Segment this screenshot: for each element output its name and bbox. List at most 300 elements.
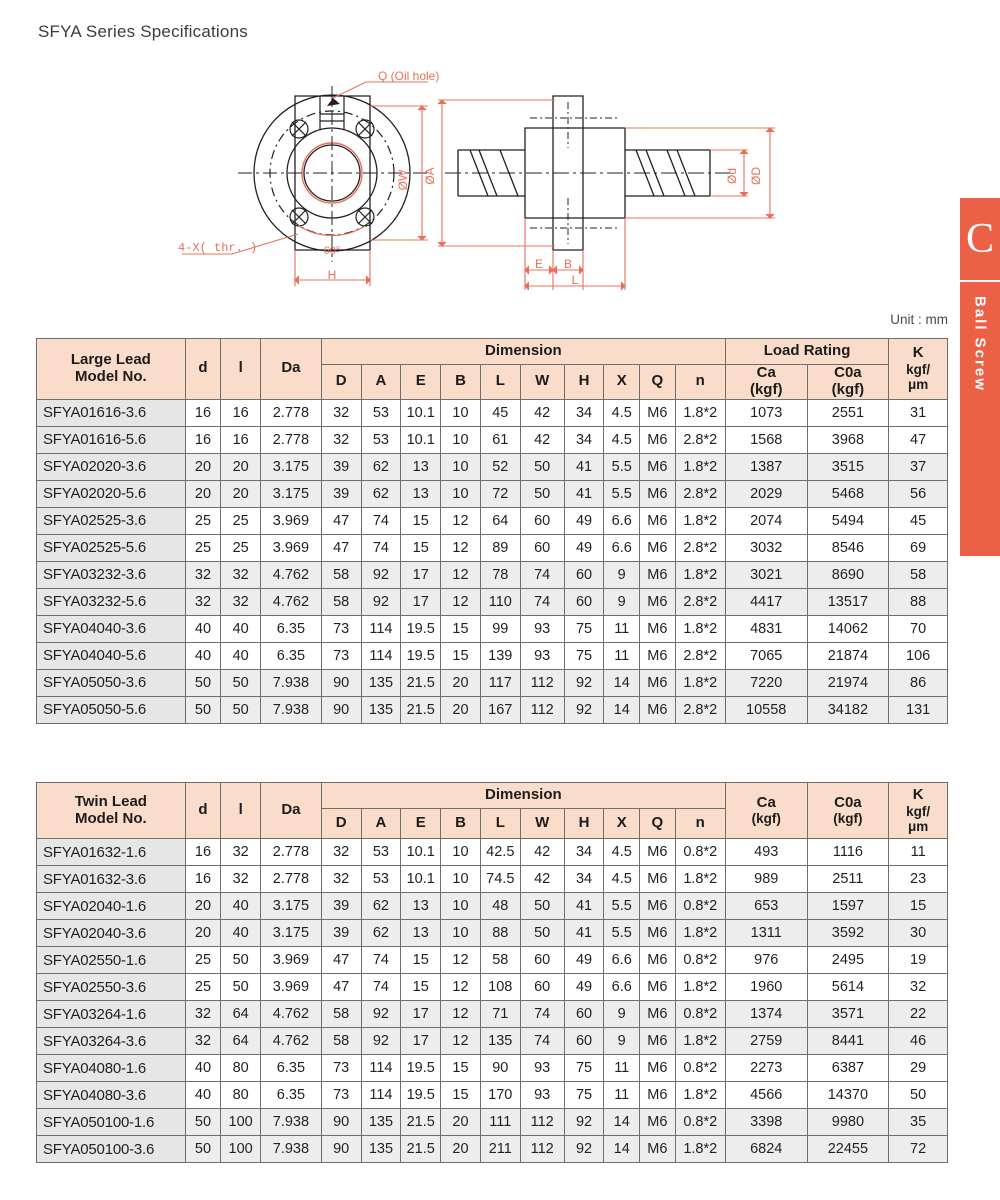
data-cell: 12 bbox=[441, 1001, 481, 1028]
model-cell: SFYA02550-3.6 bbox=[37, 974, 186, 1001]
data-cell: 14 bbox=[604, 669, 640, 696]
data-cell: 9 bbox=[604, 1028, 640, 1055]
data-cell: 47 bbox=[889, 426, 948, 453]
data-cell: 3968 bbox=[807, 426, 889, 453]
header-c0a bbox=[807, 365, 889, 400]
data-cell: 58 bbox=[321, 588, 361, 615]
header-c0a-line2: (kgf) bbox=[833, 811, 863, 827]
data-cell: 25 bbox=[185, 534, 221, 561]
data-cell: 62 bbox=[361, 480, 401, 507]
data-cell: 7220 bbox=[725, 669, 807, 696]
data-cell: 653 bbox=[725, 893, 807, 920]
data-cell: 100 bbox=[221, 1109, 261, 1136]
data-cell: 20 bbox=[441, 1136, 481, 1163]
data-cell: 1.8*2 bbox=[675, 1082, 725, 1109]
header-dim-D: D bbox=[321, 365, 361, 400]
data-cell: 0.8*2 bbox=[675, 839, 725, 866]
table-row bbox=[37, 561, 948, 588]
data-cell: 60 bbox=[520, 534, 564, 561]
data-cell: 50 bbox=[185, 696, 221, 723]
header-dim-L: L bbox=[480, 809, 520, 839]
data-cell: 6.35 bbox=[261, 642, 322, 669]
header-dim-E: E bbox=[401, 365, 441, 400]
table-row bbox=[37, 893, 948, 920]
data-cell: 5.5 bbox=[604, 893, 640, 920]
data-cell: M6 bbox=[640, 866, 676, 893]
data-cell: 53 bbox=[361, 426, 401, 453]
data-cell: 42 bbox=[520, 399, 564, 426]
data-cell: 22 bbox=[889, 1001, 948, 1028]
data-cell: 16 bbox=[221, 426, 261, 453]
data-cell: 4.762 bbox=[261, 1001, 322, 1028]
data-cell: 75 bbox=[564, 1055, 604, 1082]
data-cell: 1.8*2 bbox=[675, 507, 725, 534]
data-cell: 19 bbox=[889, 947, 948, 974]
data-cell: 58 bbox=[889, 561, 948, 588]
table-row bbox=[37, 426, 948, 453]
data-cell: 1.8*2 bbox=[675, 1136, 725, 1163]
data-cell: 40 bbox=[185, 615, 221, 642]
data-cell: 41 bbox=[564, 893, 604, 920]
header-dim-A: A bbox=[361, 809, 401, 839]
data-cell: 72 bbox=[889, 1136, 948, 1163]
data-cell: 21.5 bbox=[401, 696, 441, 723]
data-cell: 111 bbox=[480, 1109, 520, 1136]
data-cell: 74 bbox=[361, 534, 401, 561]
data-cell: 32 bbox=[185, 561, 221, 588]
header-dim-L: L bbox=[480, 365, 520, 400]
model-cell: SFYA04040-3.6 bbox=[37, 615, 186, 642]
data-cell: 15 bbox=[441, 642, 481, 669]
data-cell: 4831 bbox=[725, 615, 807, 642]
data-cell: M6 bbox=[640, 561, 676, 588]
data-cell: 106 bbox=[889, 642, 948, 669]
data-cell: 108 bbox=[480, 974, 520, 1001]
data-cell: M6 bbox=[640, 480, 676, 507]
data-cell: 15 bbox=[441, 1082, 481, 1109]
svg-text:H: H bbox=[327, 268, 337, 282]
header-k-line3: μm bbox=[907, 377, 929, 393]
model-cell: SFYA02550-1.6 bbox=[37, 947, 186, 974]
header-ca-line1: Ca bbox=[756, 793, 776, 811]
data-cell: 70 bbox=[889, 615, 948, 642]
data-cell: 2.8*2 bbox=[675, 534, 725, 561]
data-cell: 1311 bbox=[725, 920, 807, 947]
svg-text:ØD: ØD bbox=[749, 167, 763, 185]
data-cell: 32 bbox=[321, 426, 361, 453]
header-ca-line1: Ca bbox=[756, 364, 776, 381]
data-cell: 39 bbox=[321, 480, 361, 507]
data-cell: 114 bbox=[361, 1082, 401, 1109]
data-cell: 2029 bbox=[725, 480, 807, 507]
header-dim-B: B bbox=[441, 809, 481, 839]
data-cell: 32 bbox=[221, 866, 261, 893]
data-cell: 92 bbox=[564, 669, 604, 696]
data-cell: 60 bbox=[520, 947, 564, 974]
data-cell: 30 bbox=[889, 920, 948, 947]
side-tab-letter: C bbox=[960, 198, 1000, 280]
data-cell: 32 bbox=[321, 839, 361, 866]
data-cell: 14 bbox=[604, 696, 640, 723]
data-cell: 45 bbox=[889, 507, 948, 534]
data-cell: 92 bbox=[361, 1028, 401, 1055]
data-cell: 20 bbox=[221, 480, 261, 507]
model-cell: SFYA05050-3.6 bbox=[37, 669, 186, 696]
data-cell: 73 bbox=[321, 1055, 361, 1082]
data-cell: 93 bbox=[520, 1055, 564, 1082]
data-cell: 4417 bbox=[725, 588, 807, 615]
data-cell: M6 bbox=[640, 507, 676, 534]
table-row bbox=[37, 588, 948, 615]
data-cell: 32 bbox=[321, 866, 361, 893]
data-cell: 73 bbox=[321, 642, 361, 669]
data-cell: 80 bbox=[221, 1082, 261, 1109]
svg-text:E: E bbox=[534, 257, 544, 271]
data-cell: 52 bbox=[480, 453, 520, 480]
data-cell: 1597 bbox=[807, 893, 889, 920]
data-cell: 2.8*2 bbox=[675, 642, 725, 669]
data-cell: 21.5 bbox=[401, 669, 441, 696]
data-cell: 32 bbox=[221, 588, 261, 615]
data-cell: 16 bbox=[185, 426, 221, 453]
data-cell: 20 bbox=[221, 453, 261, 480]
header-k bbox=[889, 339, 948, 400]
data-cell: 25 bbox=[185, 947, 221, 974]
data-cell: 112 bbox=[520, 1136, 564, 1163]
data-cell: 20 bbox=[441, 669, 481, 696]
header-dim-H: H bbox=[564, 365, 604, 400]
data-cell: 5.5 bbox=[604, 453, 640, 480]
data-cell: 40 bbox=[185, 642, 221, 669]
data-cell: 47 bbox=[321, 534, 361, 561]
data-cell: 5494 bbox=[807, 507, 889, 534]
svg-text:Q (Oil hole): Q (Oil hole) bbox=[378, 69, 440, 83]
unit-note: Unit : mm bbox=[890, 312, 948, 327]
data-cell: 110 bbox=[480, 588, 520, 615]
data-cell: 19.5 bbox=[401, 1082, 441, 1109]
data-cell: 39 bbox=[321, 453, 361, 480]
data-cell: 50 bbox=[221, 669, 261, 696]
data-cell: 86 bbox=[889, 669, 948, 696]
data-cell: 10558 bbox=[725, 696, 807, 723]
data-cell: 92 bbox=[361, 588, 401, 615]
data-cell: 32 bbox=[221, 561, 261, 588]
data-cell: 112 bbox=[520, 1109, 564, 1136]
data-cell: 40 bbox=[185, 1082, 221, 1109]
data-cell: 34 bbox=[564, 866, 604, 893]
data-cell: M6 bbox=[640, 534, 676, 561]
data-cell: 20 bbox=[441, 1109, 481, 1136]
data-cell: 15 bbox=[441, 1055, 481, 1082]
data-cell: 1.8*2 bbox=[675, 920, 725, 947]
data-cell: 2.778 bbox=[261, 426, 322, 453]
data-cell: 90 bbox=[480, 1055, 520, 1082]
data-cell: 8441 bbox=[807, 1028, 889, 1055]
data-cell: 10.1 bbox=[401, 426, 441, 453]
header-dim-A: A bbox=[361, 365, 401, 400]
data-cell: 74 bbox=[520, 588, 564, 615]
data-cell: 49 bbox=[564, 534, 604, 561]
data-cell: 989 bbox=[725, 866, 807, 893]
data-cell: 14370 bbox=[807, 1082, 889, 1109]
data-cell: 135 bbox=[361, 669, 401, 696]
data-cell: 42 bbox=[520, 426, 564, 453]
data-cell: 11 bbox=[604, 615, 640, 642]
data-cell: 2551 bbox=[807, 399, 889, 426]
data-cell: 16 bbox=[221, 399, 261, 426]
data-cell: 10 bbox=[441, 920, 481, 947]
data-cell: 53 bbox=[361, 399, 401, 426]
data-cell: 6.35 bbox=[261, 615, 322, 642]
data-cell: M6 bbox=[640, 1082, 676, 1109]
twin-lead-table-body bbox=[37, 839, 948, 1163]
data-cell: 6.35 bbox=[261, 1082, 322, 1109]
data-cell: 34 bbox=[564, 839, 604, 866]
data-cell: 1.8*2 bbox=[675, 974, 725, 1001]
data-cell: 6.6 bbox=[604, 507, 640, 534]
data-cell: 50 bbox=[520, 893, 564, 920]
data-cell: M6 bbox=[640, 588, 676, 615]
data-cell: 15 bbox=[441, 615, 481, 642]
data-cell: M6 bbox=[640, 453, 676, 480]
data-cell: 3.969 bbox=[261, 947, 322, 974]
data-cell: 5.5 bbox=[604, 920, 640, 947]
data-cell: 0.8*2 bbox=[675, 1001, 725, 1028]
data-cell: 47 bbox=[321, 974, 361, 1001]
table-row bbox=[37, 507, 948, 534]
header-load-rating-group: Load Rating bbox=[725, 339, 888, 365]
svg-text:B: B bbox=[563, 257, 573, 271]
header-da: Da bbox=[261, 339, 322, 400]
data-cell: 1960 bbox=[725, 974, 807, 1001]
data-cell: 48 bbox=[480, 893, 520, 920]
data-cell: 32 bbox=[889, 974, 948, 1001]
data-cell: 88 bbox=[480, 920, 520, 947]
data-cell: 17 bbox=[401, 588, 441, 615]
data-cell: 93 bbox=[520, 615, 564, 642]
header-dim-X: X bbox=[604, 365, 640, 400]
data-cell: 25 bbox=[221, 534, 261, 561]
svg-text:60°: 60° bbox=[323, 245, 341, 257]
data-cell: 15 bbox=[401, 974, 441, 1001]
large-lead-table-body bbox=[37, 399, 948, 723]
data-cell: 31 bbox=[889, 399, 948, 426]
data-cell: 17 bbox=[401, 561, 441, 588]
large-lead-table bbox=[36, 338, 948, 724]
data-cell: 32 bbox=[185, 588, 221, 615]
data-cell: 60 bbox=[520, 507, 564, 534]
data-cell: 16 bbox=[185, 839, 221, 866]
data-cell: 14 bbox=[604, 1109, 640, 1136]
data-cell: M6 bbox=[640, 1055, 676, 1082]
header-ca bbox=[725, 365, 807, 400]
data-cell: 60 bbox=[564, 561, 604, 588]
table-row bbox=[37, 920, 948, 947]
data-cell: 21.5 bbox=[401, 1136, 441, 1163]
header-d: d bbox=[185, 783, 221, 839]
data-cell: 32 bbox=[221, 839, 261, 866]
data-cell: 10 bbox=[441, 453, 481, 480]
data-cell: 42 bbox=[520, 866, 564, 893]
data-cell: 1568 bbox=[725, 426, 807, 453]
data-cell: 90 bbox=[321, 669, 361, 696]
header-ca bbox=[725, 783, 807, 839]
data-cell: 69 bbox=[889, 534, 948, 561]
data-cell: 12 bbox=[441, 1028, 481, 1055]
data-cell: 3.969 bbox=[261, 974, 322, 1001]
svg-text:ØA: ØA bbox=[423, 167, 437, 185]
header-k-line2: kgf/ bbox=[906, 362, 931, 378]
data-cell: 100 bbox=[221, 1136, 261, 1163]
data-cell: 19.5 bbox=[401, 1055, 441, 1082]
header-model-line1: Twin Lead bbox=[74, 792, 147, 810]
data-cell: 7.938 bbox=[261, 1136, 322, 1163]
header-k bbox=[889, 783, 948, 839]
data-cell: M6 bbox=[640, 1109, 676, 1136]
data-cell: 1.8*2 bbox=[675, 866, 725, 893]
model-cell: SFYA02040-1.6 bbox=[37, 893, 186, 920]
data-cell: 14062 bbox=[807, 615, 889, 642]
table-row bbox=[37, 1136, 948, 1163]
data-cell: 4.762 bbox=[261, 561, 322, 588]
data-cell: 6824 bbox=[725, 1136, 807, 1163]
header-c0a-line1: C0a bbox=[834, 364, 862, 381]
data-cell: 3021 bbox=[725, 561, 807, 588]
data-cell: 92 bbox=[361, 561, 401, 588]
data-cell: 0.8*2 bbox=[675, 947, 725, 974]
data-cell: 1.8*2 bbox=[675, 399, 725, 426]
header-model-line2: Model No. bbox=[75, 367, 147, 385]
data-cell: 0.8*2 bbox=[675, 1109, 725, 1136]
header-c0a-line1: C0a bbox=[834, 793, 862, 811]
data-cell: 53 bbox=[361, 839, 401, 866]
data-cell: 12 bbox=[441, 588, 481, 615]
data-cell: 9 bbox=[604, 561, 640, 588]
data-cell: 15 bbox=[889, 893, 948, 920]
data-cell: 3.175 bbox=[261, 893, 322, 920]
data-cell: 12 bbox=[441, 974, 481, 1001]
data-cell: 167 bbox=[480, 696, 520, 723]
table-row bbox=[37, 1055, 948, 1082]
model-cell: SFYA02040-3.6 bbox=[37, 920, 186, 947]
twin-lead-table-wrapper bbox=[36, 782, 948, 1163]
header-dim-B: B bbox=[441, 365, 481, 400]
data-cell: 4566 bbox=[725, 1082, 807, 1109]
data-cell: 2495 bbox=[807, 947, 889, 974]
data-cell: 9 bbox=[604, 1001, 640, 1028]
data-cell: 2.778 bbox=[261, 839, 322, 866]
table-row bbox=[37, 480, 948, 507]
data-cell: 49 bbox=[564, 507, 604, 534]
data-cell: 11 bbox=[889, 839, 948, 866]
data-cell: 2273 bbox=[725, 1055, 807, 1082]
data-cell: 6.35 bbox=[261, 1055, 322, 1082]
data-cell: 114 bbox=[361, 1055, 401, 1082]
table-row bbox=[37, 1001, 948, 1028]
data-cell: 3.969 bbox=[261, 507, 322, 534]
table-row bbox=[37, 1109, 948, 1136]
data-cell: 11 bbox=[604, 642, 640, 669]
data-cell: 1.8*2 bbox=[675, 615, 725, 642]
data-cell: 131 bbox=[889, 696, 948, 723]
data-cell: 114 bbox=[361, 642, 401, 669]
data-cell: 74.5 bbox=[480, 866, 520, 893]
data-cell: 21974 bbox=[807, 669, 889, 696]
data-cell: 2074 bbox=[725, 507, 807, 534]
side-tab bbox=[960, 198, 1000, 556]
data-cell: 211 bbox=[480, 1136, 520, 1163]
data-cell: 90 bbox=[321, 696, 361, 723]
model-cell: SFYA03232-3.6 bbox=[37, 561, 186, 588]
data-cell: 74 bbox=[520, 561, 564, 588]
data-cell: 25 bbox=[221, 507, 261, 534]
table-row bbox=[37, 696, 948, 723]
data-cell: M6 bbox=[640, 399, 676, 426]
data-cell: 17 bbox=[401, 1028, 441, 1055]
data-cell: 112 bbox=[520, 669, 564, 696]
data-cell: 0.8*2 bbox=[675, 893, 725, 920]
header-c0a-line2: (kgf) bbox=[831, 380, 865, 398]
data-cell: 3.175 bbox=[261, 480, 322, 507]
data-cell: 40 bbox=[185, 1055, 221, 1082]
twin-lead-table bbox=[36, 782, 948, 1163]
data-cell: 112 bbox=[520, 696, 564, 723]
data-cell: 13517 bbox=[807, 588, 889, 615]
data-cell: 58 bbox=[321, 1028, 361, 1055]
data-cell: 12 bbox=[441, 534, 481, 561]
data-cell: 135 bbox=[361, 696, 401, 723]
data-cell: 73 bbox=[321, 1082, 361, 1109]
header-model bbox=[37, 783, 186, 839]
data-cell: 17 bbox=[401, 1001, 441, 1028]
data-cell: 47 bbox=[321, 947, 361, 974]
data-cell: 92 bbox=[564, 696, 604, 723]
data-cell: 12 bbox=[441, 561, 481, 588]
data-cell: 2511 bbox=[807, 866, 889, 893]
data-cell: 20 bbox=[441, 696, 481, 723]
data-cell: 493 bbox=[725, 839, 807, 866]
table-row bbox=[37, 669, 948, 696]
model-cell: SFYA02525-3.6 bbox=[37, 507, 186, 534]
model-cell: SFYA01616-5.6 bbox=[37, 426, 186, 453]
data-cell: 2.8*2 bbox=[675, 696, 725, 723]
data-cell: 20 bbox=[185, 480, 221, 507]
data-cell: M6 bbox=[640, 893, 676, 920]
data-cell: 1116 bbox=[807, 839, 889, 866]
data-cell: 29 bbox=[889, 1055, 948, 1082]
data-cell: 64 bbox=[221, 1001, 261, 1028]
table-row bbox=[37, 974, 948, 1001]
data-cell: 62 bbox=[361, 893, 401, 920]
data-cell: 13 bbox=[401, 920, 441, 947]
data-cell: 13 bbox=[401, 480, 441, 507]
data-cell: 39 bbox=[321, 893, 361, 920]
large-lead-table-wrapper bbox=[36, 338, 948, 724]
data-cell: 20 bbox=[185, 453, 221, 480]
data-cell: 50 bbox=[185, 669, 221, 696]
data-cell: 53 bbox=[361, 866, 401, 893]
data-cell: 50 bbox=[520, 453, 564, 480]
data-cell: 40 bbox=[221, 893, 261, 920]
data-cell: 11 bbox=[604, 1055, 640, 1082]
data-cell: 12 bbox=[441, 507, 481, 534]
technical-drawing bbox=[170, 58, 820, 298]
header-k-line2: kgf/ bbox=[906, 803, 931, 819]
data-cell: 92 bbox=[564, 1136, 604, 1163]
data-cell: 60 bbox=[520, 974, 564, 1001]
data-cell: 5468 bbox=[807, 480, 889, 507]
data-cell: 32 bbox=[185, 1028, 221, 1055]
